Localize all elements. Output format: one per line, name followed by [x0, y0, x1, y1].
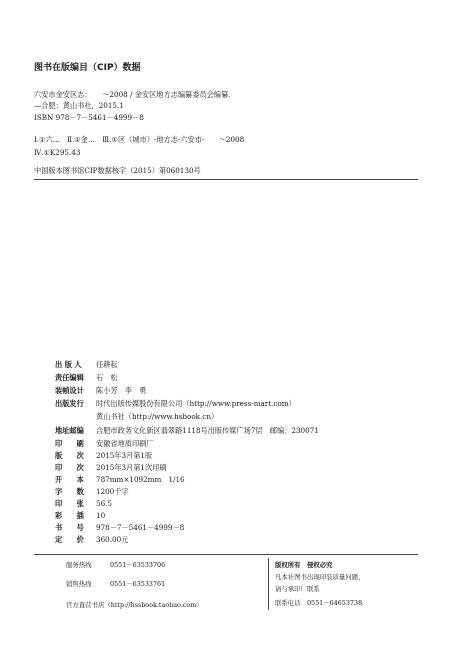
edition-value: 1200千字	[96, 487, 129, 496]
footer-vertical-divider	[268, 558, 269, 610]
edition-value: 2015年3月第1版	[96, 451, 153, 460]
edition-row	[55, 373, 118, 383]
edition-label: 印 刷	[55, 439, 84, 448]
edition-value: 陈小芳 李 勇	[96, 386, 147, 395]
edition-value: 时代出版传媒股份有限公司（http://www.press-mart.com）	[96, 399, 296, 408]
rights-phone: 联系电话 0551－64653738	[275, 599, 363, 607]
rights-title: 版权所有 侵权必究	[275, 561, 333, 569]
edition-row	[55, 523, 184, 533]
cip-line-2: —合肥：黄山书社，2015.1	[34, 101, 124, 110]
edition-label: 出版发行	[55, 399, 84, 408]
edition-row	[55, 463, 167, 473]
service-hotline-label: 服务热线	[66, 561, 92, 569]
edition-label: 印 次	[55, 463, 84, 472]
rights-line-1: 凡本社图书出现印装质量问题，	[275, 573, 365, 581]
edition-row	[55, 511, 105, 521]
edition-label	[55, 412, 93, 422]
edition-label: 出 版 人	[55, 360, 82, 369]
edition-value: 石 松	[96, 373, 118, 382]
edition-label: 地址邮编	[55, 426, 84, 435]
edition-label: 书 号	[55, 523, 84, 532]
edition-value: 10	[96, 511, 106, 520]
edition-value: 56.5	[96, 499, 113, 508]
edition-value: 黄山书社（http://www.hsbook.cn）	[96, 412, 219, 421]
edition-label: 开 本	[55, 475, 84, 484]
edition-row	[55, 499, 112, 509]
edition-label: 版 次	[55, 451, 84, 460]
edition-value: 2015年3月第1次印刷	[96, 463, 167, 472]
edition-label: 彩 插	[55, 511, 84, 520]
edition-label: 定 价	[55, 535, 84, 544]
edition-label: 装帧设计	[55, 386, 84, 395]
edition-row	[55, 399, 296, 409]
edition-row	[55, 426, 319, 436]
service-hotline-value: 0551－63533706	[110, 561, 166, 569]
cip-line-5: Ⅳ.①K295.43	[34, 148, 81, 157]
cip-line-6: 中国版本图书馆CIP数据核字（2015）第060130号	[34, 166, 201, 175]
edition-row	[55, 439, 154, 449]
footer-divider	[34, 554, 418, 555]
edition-value: 978－7－5461－4999－8	[96, 523, 185, 532]
edition-row	[55, 487, 129, 497]
official-store: 官方直营书店（http://hssbook.taobao.com）	[66, 601, 203, 609]
sales-hotline	[66, 579, 165, 588]
rights-line-2: 请与承印厂联系	[275, 585, 320, 593]
edition-label: 印 张	[55, 499, 84, 508]
service-hotline	[66, 560, 165, 569]
edition-row	[55, 360, 118, 370]
edition-row	[55, 475, 185, 485]
edition-row	[55, 451, 152, 461]
sales-hotline-label: 销售热线	[66, 580, 92, 588]
edition-row	[55, 412, 218, 422]
edition-value: 787mm×1092mm 1/16	[96, 475, 185, 484]
edition-row	[55, 386, 146, 396]
sales-hotline-value: 0551－63533761	[110, 580, 166, 588]
cip-line-3: ISBN 978－7－5461－4999－8	[34, 113, 144, 122]
edition-label: 字 数	[55, 487, 84, 496]
edition-label: 责任编辑	[55, 373, 84, 382]
edition-value: 安徽省地质印刷厂	[96, 439, 154, 448]
cip-line-4: Ⅰ.①六… Ⅱ.①金… Ⅲ.①区（城市）-地方志-六安市- ～2008	[34, 135, 245, 144]
cip-line-1: 六安市金安区志： ～2008 / 金安区地方志编纂委员会编纂.	[34, 90, 231, 99]
cip-divider	[34, 179, 418, 180]
edition-row	[55, 535, 128, 545]
edition-value: 任耕耘	[96, 360, 118, 369]
cip-title: 图书在版编目（CIP）数据	[34, 63, 141, 73]
edition-value: 360.00元	[96, 535, 129, 544]
edition-value: 合肥市政务文化新区翡翠路1118号出版传媒广场7层 邮编：230071	[96, 426, 319, 435]
